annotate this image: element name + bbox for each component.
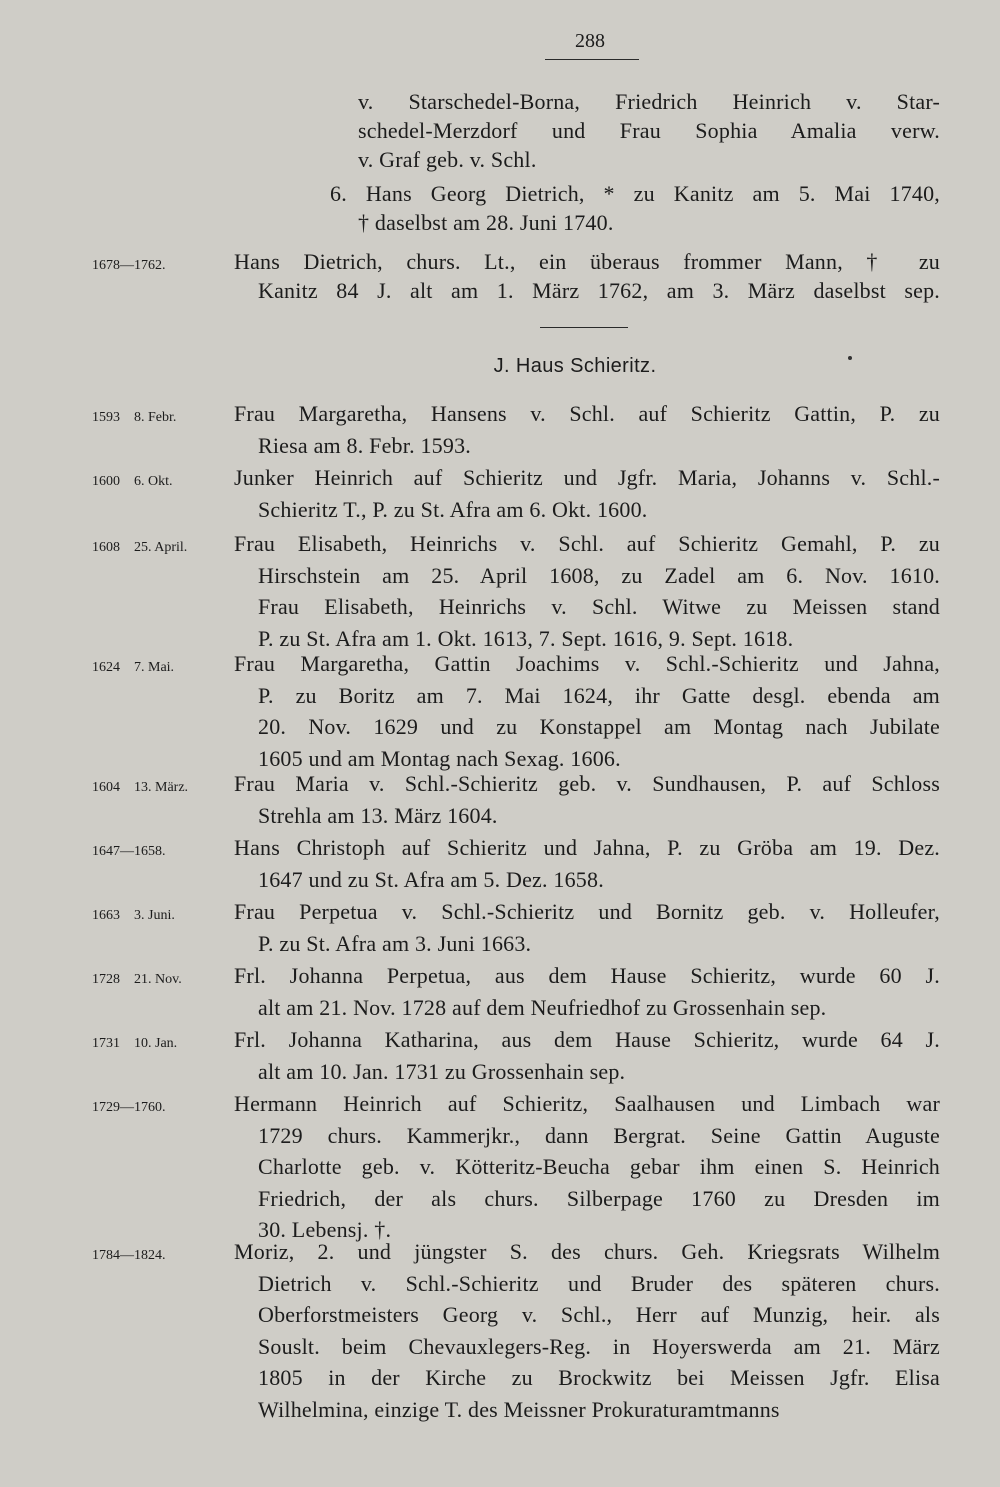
entry-line: Strehla am 13. März 1604. bbox=[258, 802, 498, 828]
entry-line: 1647 und zu St. Afra am 5. Dez. 1658. bbox=[258, 866, 604, 892]
entry-line: Moriz, 2. und jüngster S. des churs. Geh. Kriegsrats Wilhelm bbox=[234, 1239, 940, 1264]
entry-date bbox=[92, 1036, 177, 1052]
entry-year: 1647—1658. bbox=[92, 844, 166, 859]
entry-year: 1731 bbox=[92, 1036, 120, 1051]
entry-line: Wilhelmina, einzige T. des Meissner Prokuraturamtmanns bbox=[258, 1396, 780, 1422]
entry-year: 1729—1760. bbox=[92, 1100, 166, 1115]
top-line-1: v. Starschedel-Borna, Friedrich Heinrich v. Star- bbox=[358, 89, 940, 114]
stray-dot bbox=[848, 356, 852, 360]
entry-line: Frl. Johanna Katharina, aus dem Hause Schieritz, wurde 64 J. bbox=[234, 1027, 940, 1052]
entry-line: Frl. Johanna Perpetua, aus dem Hause Schieritz, wurde 60 J. bbox=[234, 963, 940, 988]
entry-date bbox=[92, 780, 188, 796]
entry-day: 13. März. bbox=[134, 780, 189, 795]
entry-line: Hirschstein am 25. April 1608, zu Zadel am 6. Nov. 1610. bbox=[258, 562, 940, 588]
entry-line: Junker Heinrich auf Schieritz und Jgfr. Maria, Johanns v. Schl.- bbox=[234, 465, 940, 490]
entry-line: Dietrich v. Schl.-Schieritz und Bruder des späteren churs. bbox=[258, 1270, 940, 1296]
entry-line: 1605 und am Montag nach Sexag. 1606. bbox=[258, 745, 621, 771]
entry-line: 30. Lebensj. †. bbox=[258, 1217, 392, 1242]
entry-day: 10. Jan. bbox=[134, 1036, 178, 1051]
top-line-3: v. Graf geb. v. Schl. bbox=[358, 147, 537, 172]
entry-year: 1784—1824. bbox=[92, 1248, 166, 1263]
entry-year: 1600 bbox=[92, 474, 120, 489]
entry-line: Frau Margaretha, Gattin Joachims v. Schl.-Schieritz und Jahna, bbox=[234, 651, 940, 676]
top-line-4: 6. Hans Georg Dietrich, * zu Kanitz am 5. Mai 1740, bbox=[330, 181, 940, 206]
page-number-rule bbox=[545, 59, 639, 60]
entry-line: Oberforstmeisters Georg v. Schl., Herr auf Munzig, heir. als bbox=[258, 1302, 940, 1327]
entry-line: Friedrich, der als churs. Silberpage 1760 zu Dresden im bbox=[258, 1185, 940, 1211]
section-rule bbox=[540, 327, 628, 328]
top-line-7: Kanitz 84 J. alt am 1. März 1762, am 3. März daselbst sep. bbox=[258, 278, 940, 303]
entry-day: 21. Nov. bbox=[134, 972, 182, 987]
section-heading: J. Haus Schieritz. bbox=[493, 355, 657, 377]
entry-line: Schieritz T., P. zu St. Afra am 6. Okt. 1600. bbox=[258, 496, 648, 522]
entry-date bbox=[92, 410, 176, 426]
entry-line: Riesa am 8. Febr. 1593. bbox=[258, 432, 471, 458]
entry-date bbox=[92, 844, 166, 860]
entry-line: Souslt. beim Chevauxlegers-Reg. in Hoyerswerda am 21. März bbox=[258, 1333, 940, 1359]
entry-line: P. zu St. Afra am 1. Okt. 1613, 7. Sept. 1616, 9. Sept. 1618. bbox=[258, 625, 794, 651]
entry-date bbox=[92, 660, 174, 676]
entry-year: 1728 bbox=[92, 972, 120, 987]
entry-line: alt am 21. Nov. 1728 auf dem Neufriedhof zu Grossenhain sep. bbox=[258, 994, 827, 1020]
entry-line: Frau Margaretha, Hansens v. Schl. auf Schieritz Gattin, P. zu bbox=[234, 401, 940, 426]
entry-date bbox=[92, 540, 187, 556]
entry-line: Frau Maria v. Schl.-Schieritz geb. v. Sundhausen, P. auf Schloss bbox=[234, 771, 940, 796]
entry-day: 8. Febr. bbox=[134, 410, 177, 425]
entry-date bbox=[92, 908, 175, 924]
entry-line: Frau Elisabeth, Heinrichs v. Schl. auf Schieritz Gemahl, P. zu bbox=[234, 531, 940, 556]
entry-line: P. zu St. Afra am 3. Juni 1663. bbox=[258, 930, 532, 956]
entry-date bbox=[92, 1100, 166, 1116]
entry-date bbox=[92, 1248, 166, 1264]
entry-day: 7. Mai. bbox=[134, 660, 175, 675]
entry-date bbox=[92, 474, 173, 490]
entry-line: Frau Elisabeth, Heinrichs v. Schl. Witwe zu Meissen stand bbox=[258, 594, 940, 619]
entry-date bbox=[92, 972, 182, 988]
date-top-1: 1678—1762. bbox=[92, 258, 166, 273]
page-number: 288 bbox=[575, 30, 605, 52]
entry-year: 1624 bbox=[92, 660, 120, 675]
entry-line: 20. Nov. 1629 und zu Konstappel am Montag nach Jubilate bbox=[258, 714, 940, 739]
entry-year: 1593 bbox=[92, 410, 120, 425]
entry-day: 25. April. bbox=[134, 540, 188, 555]
entry-line: P. zu Boritz am 7. Mai 1624, ihr Gatte desgl. ebenda am bbox=[258, 682, 940, 708]
entry-line: Hans Christoph auf Schieritz und Jahna, P. zu Gröba am 19. Dez. bbox=[234, 835, 940, 860]
entry-line: Frau Perpetua v. Schl.-Schieritz und Bornitz geb. v. Holleufer, bbox=[234, 899, 940, 924]
entry-day: 3. Juni. bbox=[134, 908, 175, 923]
top-line-6: Hans Dietrich, churs. Lt., ein überaus frommer Mann, † zu bbox=[234, 249, 940, 274]
entry-line: Hermann Heinrich auf Schieritz, Saalhausen und Limbach war bbox=[234, 1091, 940, 1116]
entry-year: 1663 bbox=[92, 908, 120, 923]
entry-year: 1608 bbox=[92, 540, 120, 555]
entry-day: 6. Okt. bbox=[134, 474, 173, 489]
entry-line: Charlotte geb. v. Kötteritz-Beucha gebar ihm einen S. Heinrich bbox=[258, 1154, 940, 1179]
entry-line: 1729 churs. Kammerjkr., dann Bergrat. Seine Gattin Auguste bbox=[258, 1122, 940, 1148]
entry-year: 1604 bbox=[92, 780, 120, 795]
entry-line: alt am 10. Jan. 1731 zu Grossenhain sep. bbox=[258, 1058, 626, 1084]
top-line-2: schedel-Merzdorf und Frau Sophia Amalia verw. bbox=[358, 118, 940, 143]
top-line-5: † daselbst am 28. Juni 1740. bbox=[358, 210, 614, 235]
entry-line: 1805 in der Kirche zu Brockwitz bei Meissen Jgfr. Elisa bbox=[258, 1365, 940, 1390]
